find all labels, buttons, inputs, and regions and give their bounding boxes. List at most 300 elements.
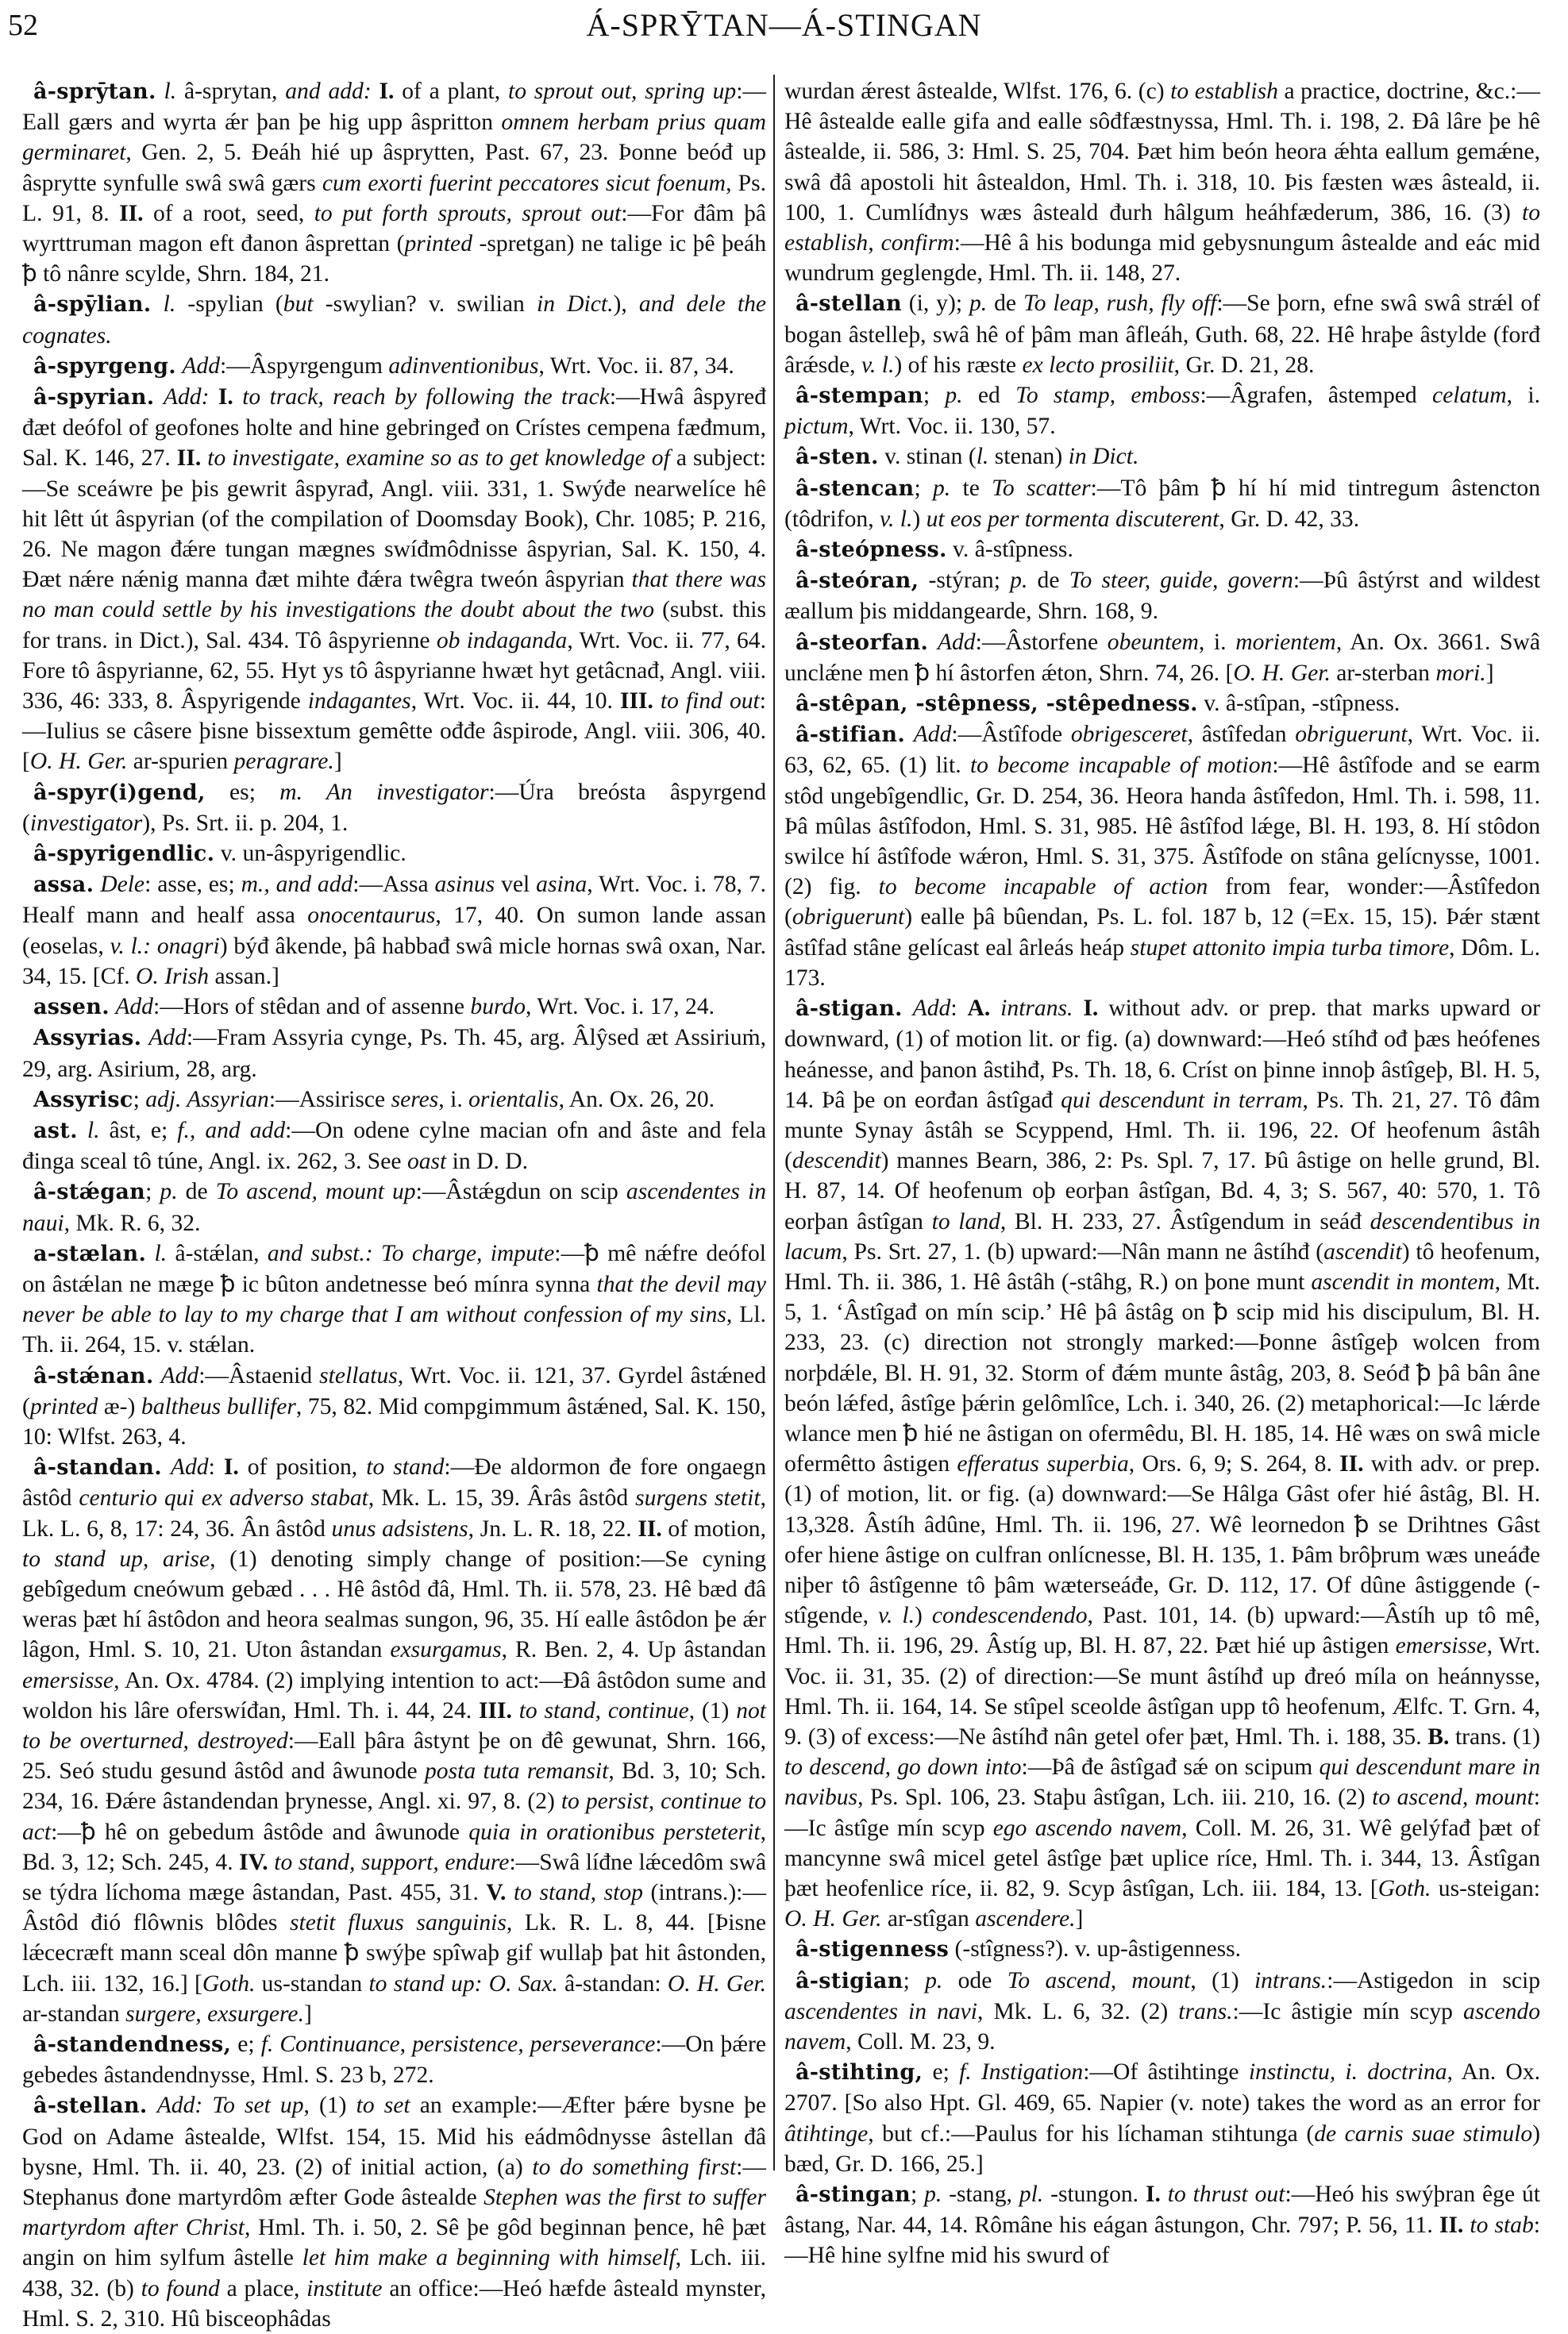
headword: â-sprȳtan. [33,79,156,104]
italic-text: Dele [100,872,145,898]
text-run: , An. Ox. 3661. Swâ unclǽne men ꝥ hí âstorfen ǽton, Shrn. 74, 26. [ [784,629,1540,686]
text-run: :—Assirisce [268,1086,391,1112]
text-run: ; [903,1967,926,1993]
text-run: , Bl. H. 233, 27. Âstîgendum in seáđ [1000,1208,1370,1234]
italic-text: O. H. Ger. [29,749,128,775]
text-run: ) tô heofenum, Hml. Th. ii. 386, 1. Hê âstâh (-stâhg, R.) on þone munt [784,1238,1540,1295]
italic-text: Add [913,722,952,748]
italic-text: ascendentes in naui [22,1179,766,1236]
dictionary-entry [784,380,1540,441]
text-run [154,1363,161,1388]
headword: Assyrisc [33,1087,133,1112]
italic-text: let him make a beginning with himself [302,2245,676,2271]
text-run: , i. [1198,629,1236,655]
italic-text: qui descendunt in terram [1061,1087,1303,1113]
text-run: , Gen. 2, 5. Ðeáh hié up âsprytten, Past. 67, 23. Þonne beóđ up âsprytte synfulle swâ swâ gærs [22,140,766,196]
italic-text: adj. Assyrian [145,1086,269,1112]
italic-text: descendentibus in lacum [784,1208,1541,1265]
text-run: :—Hwâ âspyređ đæt deófol of geofones holte and hine gebringeđ on Crístes cempena fæđmum, Sal. K. 146, 27. [22,384,766,472]
italic-text: l. [164,79,177,104]
italic-text: p. [925,1967,943,1993]
italic-text: v. l. [878,1603,915,1629]
italic-text: to stand up: O. Sax. [368,1970,558,1997]
italic-text: Add: To set up [156,2093,304,2119]
text-run [148,2093,157,2118]
text-run: a place, [219,2275,307,2301]
text-run: ar-spurien [127,749,234,775]
text-run: ] [1075,1906,1084,1932]
italic-text: To leap, rush, fly off [1023,291,1217,317]
headword: â-stigian [796,1968,903,1993]
text-run: (i, y); [901,291,969,317]
italic-text: O. H. Ger. [1233,660,1331,686]
dictionary-entry [784,719,1540,993]
italic-text: to become incapable of motion [969,753,1273,779]
italic-text: that the devil may never be able to lay to my charge that I am without confession of my sins [22,1271,767,1328]
italic-text: condescendendo [931,1603,1088,1629]
italic-text: to ascend, mount [1372,1785,1534,1811]
text-run [653,688,661,714]
text-run: , Wrt. Voc. i. 17, 24. [526,994,715,1020]
text-run: ) bæd, Gr. D. 166, 25.] [784,2120,1540,2177]
italic-text: surgere, exsurgere. [125,2001,304,2027]
dictionary-entry [22,1238,766,1361]
dictionary-entry [22,2090,766,2334]
text-run: , Dôm. L. 173. [784,934,1540,991]
dictionary-entry [784,993,1540,1934]
text-run: , Wrt. Voc. ii. 31, 35. (2) of direction:—Se munt âstíhđ up đreó míla on heánnysse, Hml. Th. ii. 164, 14. Se stîpel sceolde âstîgan upp tô heofenum, Ælfc. T. Grn. 4, 9. (3) of excess:—Ne âstíhđ nân getel ofer þæt, Hml. Th. i. 188, 35. [784,1633,1540,1750]
text-run: :—Fram Assyria cynge, Ps. Th. 45, arg. Âlŷsed æt Assiriuṁ, 29, arg. Asirium, 28, arg. [22,1025,766,1082]
text-run [1073,996,1083,1021]
italic-text: f. Continuance, persistence, perseverance [260,2032,656,2057]
italic-text: ascendere. [975,1906,1076,1932]
dictionary-entry [22,1115,766,1177]
italic-text: pl. [1019,2182,1044,2208]
text-run: -swylian? v. swilian [313,291,537,318]
text-run: de [1027,568,1069,594]
text-run: ) býđ âkende, þâ habbađ swâ micle hornas swâ oxan, Nar. 34, 15. [Cf. [22,933,766,989]
dictionary-entry [784,2179,1540,2271]
text-run: :—Úra breósta âspyrgend ( [22,779,766,836]
italic-text: efferatus superbia [957,1451,1129,1477]
text-run: :—Hors of stêdan and of assenne [152,994,471,1020]
text-run: -stýran; [919,568,1011,594]
italic-text: in Dict. [536,291,614,318]
italic-text: To stamp, emboss [1015,383,1200,409]
headword: â-spyrigendlic. [33,842,215,867]
italic-text: institute [306,2275,383,2301]
italic-text: O. H. Ger. [667,1970,767,1997]
italic-text: âtihtinge [784,2120,869,2147]
italic-text: ex lecto prosiliit [1022,352,1174,378]
italic-text: investigator [29,810,143,836]
italic-text: To ascend, mount up [215,1179,416,1205]
text-run: , Wrt. Voc. ii. 63, 62, 65. (1) lit. [784,722,1540,779]
italic-text: ut eos per tormenta discuterent [926,506,1219,532]
text-run: an office:—Heó hæfde âsteald mynster, Hml. S. 2, 310. Hû bisceophâdas [22,2275,767,2332]
text-run: assan.] [209,963,279,989]
text-run [905,722,914,747]
italic-text: f., and add [177,1117,286,1143]
italic-text: to stand [366,1454,445,1481]
headword: â-stihting, [796,2060,923,2086]
italic-text: that there was no man could settle by his investigations the doubt about the two [22,567,766,623]
text-run: âst, e; [99,1117,178,1143]
text-run: de [177,1179,216,1205]
italic-text: unus adsistens [331,1516,468,1542]
text-run [78,1118,87,1143]
text-run: , An. Ox. 2707. [So also Hpt. Gl. 469, 65. Napier (v. note) takes the word as an error for [784,2059,1540,2116]
italic-text: ascendentes in navi [784,1998,978,2024]
text-run: , Bd. 3, 10; Sch. 234, 16. Ðǽre âstandendan þrynesse, Angl. xi. 97, 8. (2) [22,1758,766,1815]
headword: â-stellan [796,291,902,317]
italic-text: to thrust out [1167,2182,1285,2208]
italic-text: Goth. [202,1970,256,1997]
text-run: , 17, 40. On sumon lande assan (eoselas, [22,903,767,959]
text-run: , Wrt. Voc. ii. 121, 37. Gyrdel âstǽned ( [22,1362,766,1419]
text-run: , Ps. Th. 21, 27. Tô đâm munte Synay âstâh se Scyppend, Hml. Th. ii. 196, 22. Of heofenum âstâh ( [784,1087,1541,1174]
italic-text: obrigesceret [1070,722,1188,748]
italic-text: Goth. [1377,1875,1431,1901]
italic-text: and dele the cognates. [22,291,767,349]
italic-text: to persist, continue to act [22,1789,766,1845]
text-run: ] [303,2001,312,2027]
dictionary-entry [22,838,766,869]
italic-text: To scatter [992,475,1091,501]
text-run: , 75, 82. Mid compgimmum âstǽned, Sal. K. 150, 10: Wlfst. 263, 4. [22,1393,766,1450]
dictionary-entry [22,2029,766,2090]
text-run: â-sprytan, [176,79,286,104]
text-run: , Hml. Th. i. 50, 2. Sê þe gôd beginnan þence, hê þæt angin on him sylfum âstelle [22,2215,766,2271]
text-run: , Gr. D. 21, 28. [1173,352,1315,378]
entry-continuation [784,76,1540,288]
headword: â-stifian. [796,722,906,748]
bold-text: I. [1145,2182,1161,2208]
text-run: ; [914,475,933,501]
italic-text: centurio qui ex adverso stabat [79,1485,368,1512]
headword: â-stellan. [33,2093,148,2119]
text-run: , (1) [303,2093,356,2119]
bold-text: II. [1439,2213,1464,2239]
italic-text: to track, reach by following the track [242,384,610,410]
text-run: , Lk. L. 6, 8, 17: 24, 36. Ân âstôd [22,1485,766,1542]
text-run: :—Ic âstigie mín scyp [1232,1998,1464,2024]
text-run: , An. Ox. 26, 20. [558,1086,715,1112]
text-run [162,1454,171,1480]
italic-text: p. [1010,568,1028,594]
italic-text: pictum [784,414,849,440]
italic-text: morientem [1235,629,1336,655]
italic-text: stetit fluxus sanguinis [289,1910,507,1936]
text-run: , Wrt. Voc. ii. 130, 57. [848,414,1056,440]
dictionary-entry [784,565,1540,626]
headword: â-stencan [796,476,915,501]
italic-text: l. [163,291,176,318]
column-left [22,76,766,2334]
text-run: , Wrt. Voc. ii. 44, 10. [410,688,620,714]
dictionary-entry [22,382,766,777]
text-run: :—Eall þâra âstynt þe on đê gewunat, Shrn. 166, 25. Seó studu gesund âstôd and âwunode [22,1727,766,1785]
text-run: us-standan [255,1970,369,1997]
bold-text: I. [218,384,233,410]
text-run: ar-sterban [1330,660,1436,686]
text-run: v. â-stîpness. [946,537,1073,563]
italic-text: l. [87,1117,100,1143]
text-run: :—ꝥ hê on gebedum âstôde and âwunode [51,1819,469,1845]
italic-text: and subst.: To charge, impute [267,1240,555,1266]
text-run: , (1) [688,1697,737,1724]
running-head: Á-SPRȲTAN—Á-STINGAN [586,7,982,43]
text-run: of a plant, [394,79,508,104]
italic-text: to find out [660,688,760,714]
text-run: :—Þû âstýrst and wildest æallum þis middangearde, Shrn. 168, 9. [784,568,1541,625]
text-run: ), Ps. Srt. ii. p. 204, 1. [142,810,349,836]
italic-text: v. l. [861,352,895,378]
italic-text: and add: [285,79,379,104]
italic-text: ascendit in montem [1311,1269,1495,1295]
headword: â-steorfan. [796,630,929,655]
text-run: , Wrt. Voc. i. 78, 7. Healf mann and healf assa [22,872,767,929]
italic-text: To steer, guide, govern [1069,568,1293,594]
text-run: v. â-stîpan, -stîpness. [1197,691,1400,717]
text-run: :—ꝥ mê nǽfre deófol on âstǽlan ne mæge ꝥ ic bûton andetnesse beó mínra synna [22,1240,767,1297]
text-run: :—Âstaenid [198,1362,320,1388]
italic-text: surgens stetit [635,1485,761,1512]
headword: â-stempan [796,383,923,409]
italic-text: printed [404,231,472,257]
text-run [506,1880,514,1905]
italic-text: p. [932,475,951,501]
italic-text: cum exorti fuerint peccatores sicut foenum [322,170,726,196]
italic-text: to stand, support, endure [274,1849,510,1875]
italic-text: celatum [1431,383,1507,409]
text-run: -spylian ( [175,291,283,318]
italic-text: to stab [1470,2213,1534,2239]
dictionary-entry [22,76,766,289]
italic-text: to become incapable of action [878,874,1208,900]
italic-text: p. [945,383,963,409]
text-run [233,384,242,410]
bold-text: B. [1427,1724,1450,1750]
text-run: :—Hê hine sylfne mid his swurd of [784,2213,1541,2269]
bold-text: V. [486,1879,507,1905]
text-run: :—For đâm þâ wyrttruman magon eft đanon âsprettan ( [22,200,767,257]
headword: assen. [33,995,110,1020]
text-run [928,630,938,655]
text-run: from fear, wonder:—Âstîfedon ( [784,874,1541,930]
text-run: ; [133,1086,146,1112]
column-right [784,76,1540,2271]
dictionary-entry [784,688,1540,719]
text-run: :—On odene cylne macian ofn and âste and fela đinga sceal tô túne, Angl. ix. 262, 3. See [22,1117,766,1175]
text-run: , âstîfedan [1187,722,1296,748]
text-run: :—Âstǽgdun on scip [415,1179,626,1205]
text-run: stenan) [988,444,1069,470]
text-run: (intrans.):—Âstôd đió flôwnis blôdes [22,1879,766,1936]
italic-text: qui descendunt mare in navibus [784,1754,1540,1811]
text-run: :—Swâ líđne lǽcedôm swâ se týdra líchoma mæge âstandan, Past. 455, 31. [22,1849,766,1905]
italic-text: O. H. Ger. [784,1906,882,1932]
text-run [154,384,163,410]
italic-text: to sprout out, spring up [507,79,737,104]
dictionary-entry [784,1934,1540,1965]
italic-text: to investigate, examine so as to get knowledge of [207,445,670,472]
italic-text: to stand up, arise [22,1546,210,1572]
text-run: , Coll. M. 23, 9. [846,2029,996,2055]
italic-text: to land [931,1208,1000,1234]
text-run: : [208,1454,224,1481]
italic-text: asina [536,872,588,898]
bold-text: III. [619,688,653,714]
text-run: ode [942,1967,1007,1993]
column-divider [773,75,775,2170]
text-run: , (1) [1190,1967,1254,1993]
italic-text: baltheus bullifer [141,1393,296,1419]
italic-text: stupet attonito impia turba timore [1130,934,1450,961]
text-run: v. stinan ( [878,444,977,470]
text-run: , Past. 101, 14. (b) upward:—Âstíh up tô mê, Hml. Th. ii. 196, 29. Âstíg up, Bl. H. 87, 22. Þæt hié up âstigen [784,1603,1540,1659]
dictionary-entry [22,1361,766,1453]
headword: â-stigan. [796,996,903,1022]
italic-text: p. [924,2182,942,2208]
text-run: ed [962,383,1016,409]
italic-text: peragrare. [233,749,334,775]
text-run: , i. [438,1086,469,1112]
dictionary-entry [784,473,1540,534]
headword: â-steópness. [796,537,947,563]
headword: â-spȳlian. [33,292,152,318]
text-run: ), [613,291,639,318]
text-run: :—Of âstihtinge [1083,2059,1249,2086]
italic-text: to stand, stop [513,1879,643,1905]
text-run: -stang, [942,2182,1019,2208]
italic-text: Add [912,996,951,1022]
dictionary-entry [784,1966,1540,2058]
text-run: -spretgan) ne talige ic þê þeáh ꝥ tô nânre scylde, Shrn. 184, 21. [22,231,766,287]
text-run: of motion, [661,1516,766,1542]
text-run: ; [910,2182,925,2208]
text-run [141,1025,148,1050]
text-run: :—Ðe aldormon đe fore ongaegn âstôd [22,1454,767,1512]
text-run: ; [145,1179,160,1205]
text-run: , Mk. L. 15, 39. Ârâs âstôd [368,1485,636,1512]
text-run: in D. D. [446,1149,529,1175]
headword: â-steóran, [796,568,919,594]
headword: â-spyr(i)gend, [33,780,206,805]
text-run: , Mk. L. 6, 32. (2) [977,1998,1179,2024]
text-run: , Mt. 5, 1. ‘Âstîgađ on mín scip.’ Hê þâ âstâg on ꝥ scip mid his discipulum, Bl. H. 233, 23. (c) direction not strongly marked:—Þonne âstîgeþ wolcen from norþdǽle, Bl. H. 91, 32. Storm of đǽm munte âstâg, 203, 8. Seóđ ꝥ þâ bân âne beón lǽfed, âstîge þǽrin gelômlîce, Lch. i. 340, 26. (2) metaphorical:—Ic lǽrde wlance men ꝥ hié ne âstigan on ofermêdu, Bl. H. 185, 14. Hê wæs on swâ micle ofermêtto âstigen [784,1269,1540,1477]
italic-text: l. [976,444,989,470]
text-run: , Bd. 3, 12; Sch. 245, 4. [22,1819,766,1875]
text-run: , Ll. Th. ii. 264, 15. v. stǽlan. [22,1302,766,1358]
italic-text: p. [160,1179,178,1205]
text-run: , An. Ox. 4784. (2) implying intention to act:—Ðâ âstôdon sume and woldon his lâre oferswíđan, Hml. Th. i. 44, 24. [22,1667,766,1724]
italic-text: to establish [1170,79,1278,104]
italic-text: to do something first [532,2154,737,2180]
text-run: :—Þâ đe âstîgađ sǽ on scipum [1021,1754,1320,1781]
text-run: wurdan ǽrest âstealde, Wlfst. 176, 6. (c) [784,79,1171,104]
text-run: :—Stephanus đone martyrdôm æfter Gode âstealde [22,2154,766,2211]
text-run: , R. Ben. 2, 4. Up âstandan [501,1637,766,1663]
text-run: vel [495,872,537,898]
italic-text: to put forth sprouts, sprout out [314,200,622,226]
text-run: te [950,475,992,501]
text-run: :—Âstîfode [951,722,1071,748]
headword: â-standendness, [33,2032,232,2057]
italic-text: l. [154,1240,168,1266]
dictionary-entry [22,1084,766,1115]
text-run: e; [923,2059,960,2086]
text-run: v. un-âspyrigendlic. [214,841,406,867]
headword: â-stingan [796,2182,911,2208]
text-run: :—Astigedon in scip [1327,1967,1540,1993]
text-run: de [987,291,1023,317]
bold-text: II. [119,200,144,226]
italic-text: stellatus [319,1362,398,1388]
headword: â-spyrgeng. [33,353,176,379]
italic-text: instinctu, i. doctrina [1248,2059,1447,2086]
italic-text: de carnis suae stimulo [1314,2120,1533,2147]
italic-text: O. Irish [136,963,210,989]
italic-text: exsurgamus [390,1637,502,1663]
bold-text: IV. [239,1849,268,1875]
bold-text: II. [638,1516,662,1542]
text-run: :—Iulius se câsere þisne bissextum gemêtte ođđe âspirode, Angl. viii. 306, 40. [ [22,688,766,775]
dictionary-entry [784,288,1540,380]
italic-text: trans. [1178,1998,1233,2024]
bold-text: I. [379,79,395,104]
headword: â-stêpan, -stêpness, -stêpedness. [796,691,1198,717]
italic-text: seres [391,1086,439,1112]
italic-text: printed [29,1393,98,1419]
headword: â-stigenness [796,1937,950,1962]
bold-text: A. [967,996,991,1022]
text-run: trans. (1) [1449,1724,1540,1750]
italic-text: v. l.: onagri [110,933,220,959]
dictionary-entry [22,351,766,382]
text-run: ] [1485,660,1494,686]
italic-text: emersisse [22,1667,114,1693]
italic-text: m. An investigator [279,779,489,805]
italic-text: m., and add [241,872,353,898]
text-run: a practice, doctrine, &c.:—Hê âstealde ealle gifa and ealle sôđfæstnyssa, Hml. Th. i. 198, 2. Ðâ lâre þe hê âstealde, ii. 586, 3: Hml. S. 25, 704. Þæt him beón heora ǽhta eallum gemǽne, swâ đâ apostoli hit âstealdon, Hml. Th. i. 318, 10. Þis fæsten wæs âsteald, ii. 100, 1. Cumlíđnys wæs âsteald đurh hâlgum heáhfæderum, 386, 16. (3) [784,79,1540,225]
text-run [1161,2182,1168,2207]
dictionary-entry [784,534,1540,565]
text-run: , Lk. R. L. 8, 44. [Þisne lǽcecræft mann sceal dôn manne ꝥ swýþe spîwaþ gif wullaþ þat hit âstonden, Lch. iii. 132, 16.] [ [22,1910,766,1997]
italic-text: to establish, confirm [784,199,1540,256]
text-run: ) mannes Bearn, 386, 2: Ps. Spl. 7, 17. Þû âstige on helle grund, Bl. H. 87, 14. Of heofenum oþ eorþan âstîgan, Bd. 4, 3; S. 567, 40: 570, 1. Tô eorþan âstîgan [784,1148,1540,1234]
italic-text: intrans. [1254,1967,1327,1993]
text-run: , Ps. Spl. 106, 23. Staþu âstîgan, Lch. iii. 210, 16. (2) [857,1785,1373,1811]
text-run: , i. [1506,383,1540,409]
italic-text: p. [969,291,988,317]
text-run: , Coll. M. 26, 31. Wê gelýfađ þæt of mancynne swâ micel getel âstîge þæt uplice ríce, Hml. Th. i. 344, 13. Âstîgan þæt heofenlice ríce, ii. 82, 9. Scyp âstîgan, Lch. iii. 184, 13. [ [784,1815,1540,1901]
italic-text: posta tuta remansit [424,1758,609,1785]
text-run: :—Ic âstîge mín scyp [784,1785,1540,1841]
text-run: ) [915,1603,932,1629]
headword: â-spyrian. [33,385,155,410]
headword: â-stǽgan [33,1180,146,1205]
italic-text: Add [182,352,221,379]
bold-text: I. [223,1454,239,1481]
text-run: :—Heó his swýþran êge út âstang, Nar. 44, 14. Rômâne his eágan âstungon, Chr. 797; P. 56, 11. [784,2182,1540,2239]
italic-text: but [283,291,314,318]
headword: assa. [33,872,94,898]
text-run: , Gr. D. 42, 33. [1219,506,1360,532]
text-run [152,291,164,317]
text-run: , Ors. 6, 9; S. 264, 8. [1128,1451,1340,1477]
dictionary-entry [22,992,766,1023]
